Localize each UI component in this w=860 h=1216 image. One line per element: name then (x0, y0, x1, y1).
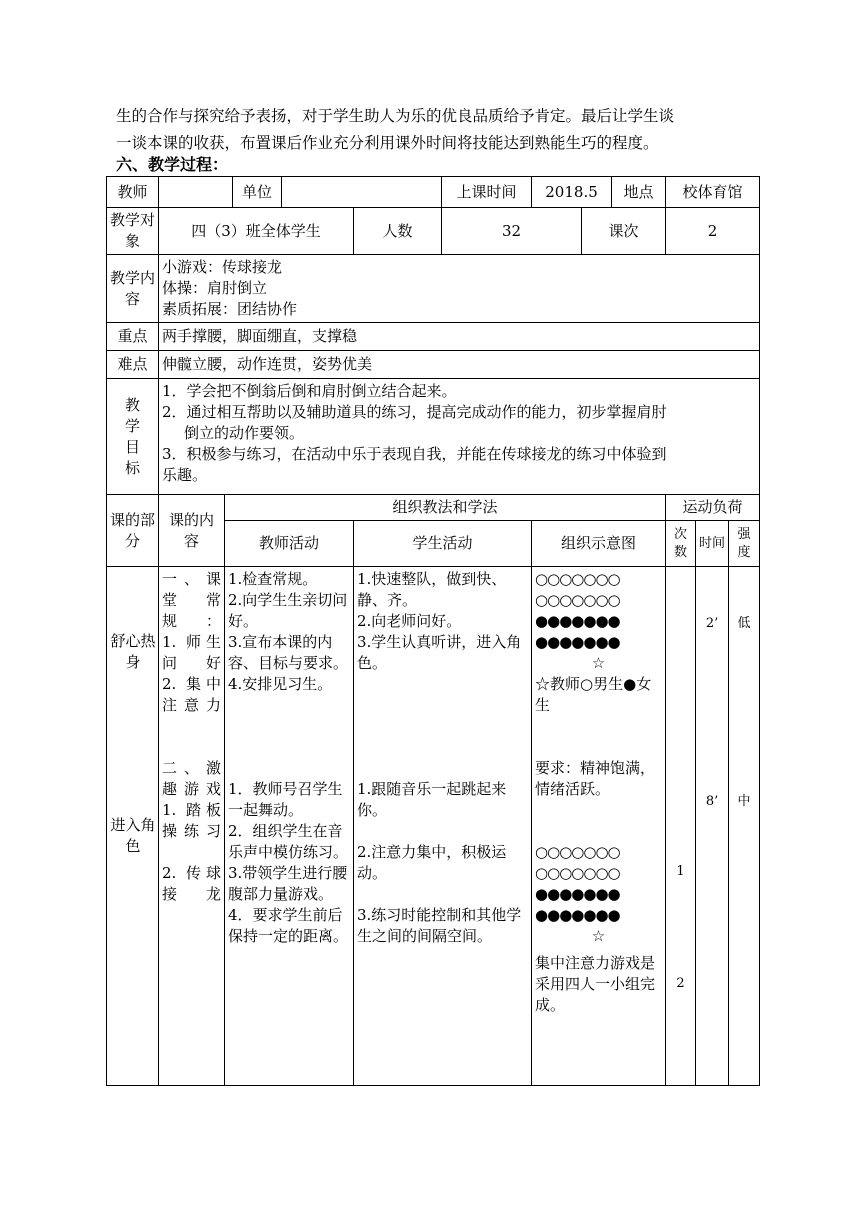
content-item: 1. 师生问好 (162, 633, 221, 672)
student-step: 1.快速整队，做到快、静、齐。 (357, 570, 507, 609)
teacher-step: 2．组织学生在音乐声中模仿练习。 (228, 822, 349, 861)
teacher-label: 教师 (107, 177, 159, 208)
key-row (107, 323, 760, 351)
count-value: 32 (442, 208, 582, 255)
diagram-note: 集中注意力游戏是采用四人一小组完成。 (535, 954, 656, 1014)
lesson-plan-table (106, 176, 760, 1086)
boys-row: ○○○○○○○ (535, 570, 620, 588)
count-value-b: 2 (676, 976, 685, 991)
student-step: 2.向老师问好。 (357, 612, 462, 630)
unit-label: 单位 (233, 177, 282, 208)
student-activity-cell (354, 567, 532, 1086)
lesson-value: 2 (666, 208, 760, 255)
teacher-activity-header: 教师活动 (225, 521, 354, 567)
goals-row (107, 379, 760, 495)
student-activity-header: 学生活动 (354, 521, 532, 567)
goal-line: 倒立的动作要领。 (184, 424, 305, 442)
intro-line: 生的合作与探究给予表扬，对于学生助人为乐的优良品质给予肯定。最后让学生谈 (116, 107, 675, 125)
difficulty-value: 伸髋立腰，动作连贯，姿势优美 (159, 351, 760, 379)
load-header: 运动负荷 (666, 495, 760, 521)
unit-value (282, 177, 442, 208)
student-step: 3.学生认真听讲，进入角色。 (357, 633, 522, 672)
key-label: 重点 (107, 323, 159, 351)
teacher-step: 3.宣布本课的内容、目标与要求。 (228, 633, 349, 672)
teacher-activity-cell (225, 567, 354, 1086)
time-value-b: 8’ (705, 794, 719, 809)
intensity-cell (729, 567, 760, 1086)
girls-row: ●●●●●●● (535, 906, 620, 924)
intensity-value-a: 低 (737, 616, 751, 631)
part-enter-role: 进入角色 (110, 816, 156, 855)
class-time-label: 上课时间 (442, 177, 532, 208)
part-warmup: 舒心热身 (110, 632, 156, 671)
content-item: 2. 集中注意力 (162, 675, 221, 714)
part-header: 课的部分 (107, 495, 159, 567)
time-value-a: 2’ (705, 616, 719, 631)
content-header: 课的内容 (159, 495, 225, 567)
teacher-step: 4．要求学生前后保持一定的距离。 (228, 906, 349, 945)
time-header: 时间 (696, 521, 729, 567)
target-row (107, 208, 760, 255)
content-line: 体操：肩肘倒立 (162, 279, 268, 297)
section-title: 六、教学过程： (116, 155, 229, 174)
teacher-step: 1．教师号召学生一起舞动。 (228, 780, 343, 819)
student-step: 1.跟随音乐一起跳起来你。 (357, 780, 507, 819)
intro-text (116, 103, 756, 157)
girls-row: ●●●●●●● (535, 633, 620, 651)
teacher-step: 3.带领学生进行腰腹部力量游戏。 (228, 864, 348, 903)
diagram-cell (532, 567, 666, 1086)
count-header: 次数 (666, 521, 696, 567)
teacher-value (159, 177, 233, 208)
intensity-header: 强度 (729, 521, 760, 567)
boys-row: ○○○○○○○ (535, 864, 620, 882)
difficulty-label: 难点 (107, 351, 159, 379)
body-row (107, 567, 760, 1086)
goal-line: 3．积极参与练习，在活动中乐于表现自我，并能在传球接龙的练习中体验到 (162, 445, 667, 463)
boys-row: ○○○○○○○ (535, 591, 620, 609)
teacher-star-icon: ☆ (591, 927, 606, 945)
place-value: 校体育馆 (666, 177, 760, 208)
target-label: 教学对象 (107, 208, 159, 255)
content-item: 一、课堂常规： (162, 570, 221, 630)
teacher-step: 1.检查常规。 (228, 570, 318, 588)
content-line: 素质拓展：团结协作 (162, 300, 298, 318)
target-value: 四（3）班全体学生 (159, 208, 354, 255)
student-step: 2.注意力集中，积极运动。 (357, 843, 507, 882)
count-value-a: 1 (676, 864, 685, 879)
goal-line: 乐趣。 (162, 466, 208, 484)
header-row (107, 495, 760, 521)
content-item: 2. 传球接龙 (162, 864, 221, 903)
content-line: 小游戏：传球接龙 (162, 258, 283, 276)
goal-line: 1．学会把不倒翁后倒和肩肘倒立结合起来。 (162, 382, 457, 400)
content-label: 教学内容 (107, 255, 159, 323)
content-row (107, 255, 760, 323)
intro-line: 一谈本课的收获，布置课后作业充分利用课外时间将技能达到熟能生巧的程度。 (116, 134, 659, 152)
content-item: 二、激趣游戏 (162, 759, 221, 798)
place-label: 地点 (612, 177, 666, 208)
diagram-header: 组织示意图 (532, 521, 666, 567)
goal-line: 2．通过相互帮助以及辅助道具的练习，提高完成动作的能力，初步掌握肩肘 (162, 403, 667, 421)
key-value: 两手撑腰，脚面绷直，支撑稳 (159, 323, 760, 351)
info-row (107, 177, 760, 208)
teacher-step: 4.安排见习生。 (228, 675, 333, 693)
diagram-requirement: 要求：精神饱满，情绪活跃。 (535, 759, 656, 798)
methods-header: 组织教法和学法 (225, 495, 666, 521)
count-label: 人数 (354, 208, 442, 255)
girls-row: ●●●●●●● (535, 885, 620, 903)
class-time-value: 2018.5 (532, 177, 612, 208)
teacher-step: 2.向学生生亲切问好。 (228, 591, 348, 630)
goals-label: 教 学 目 标 (107, 379, 159, 495)
student-step: 3.练习时能控制和其他学生之间的间隔空间。 (357, 906, 522, 945)
content-item: 1. 踏板操练习 (162, 801, 221, 840)
lesson-label: 课次 (582, 208, 666, 255)
intensity-value-b: 中 (737, 794, 751, 809)
girls-row: ●●●●●●● (535, 612, 620, 630)
content-value (159, 255, 760, 323)
diagram-legend: ☆教师○男生●女生 (535, 675, 652, 714)
count-cell (666, 567, 696, 1086)
goals-value (159, 379, 760, 495)
teacher-star-icon: ☆ (591, 654, 606, 672)
content-cell (159, 567, 225, 1086)
boys-row: ○○○○○○○ (535, 843, 620, 861)
time-cell (696, 567, 729, 1086)
difficulty-row (107, 351, 760, 379)
part-cell (107, 567, 159, 1086)
